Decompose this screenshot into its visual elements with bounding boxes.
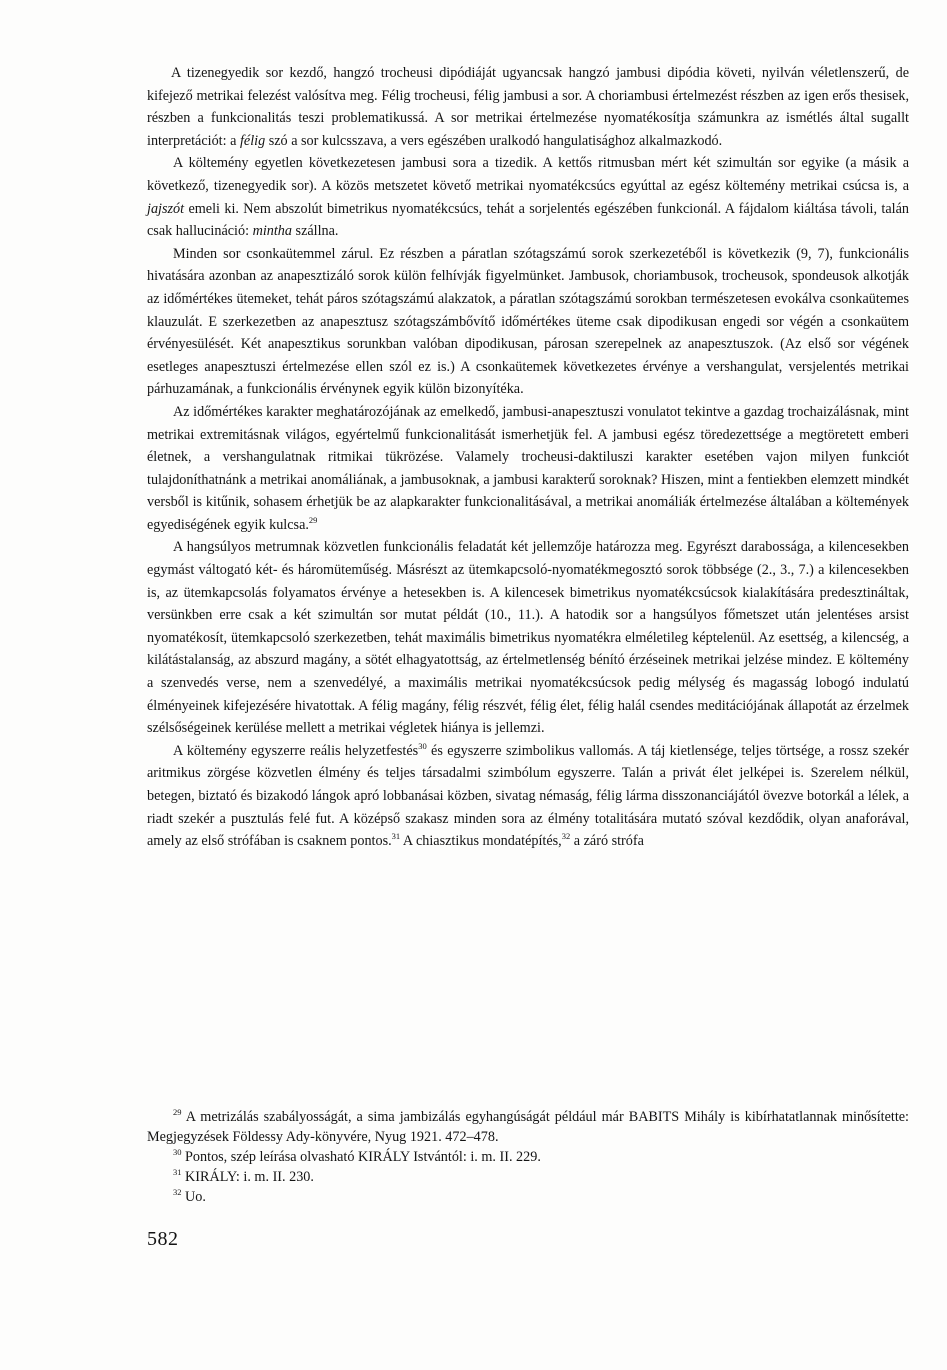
emphasized-word: mintha [252,223,292,240]
text-segment: A hangsúlyos metrumnak közvetlen funkcionális feladatát két jellemzője határozza meg. Egyrészt darabossága, a kilencesekben egymást váltogató két- és háromüteműség. Másrészt az ütemkapcsoló-nyomatékmegosztó sorok többsége (2., 3., 7.) a kilencesekben is, az ütemkapcsolás folyamatos érvénye a hetesekben is. A kilencesek bimetrikus nyomatékcsúcsok kialakítására predesztináltak, versünkben erre csak a két szimultán sor mutat példát (10., 11.). A hatodik sor a hangsúlyos főmetszet után jelentéses arsist nyomatékosít, ütemkapcsoló szerkezetben, tehát maximális bimetrikus nyomatékra elméletileg képtelenül. Az esettség, a kilencség, a kilátástalanság, az abszurd magány, a sötét elhagyatottság, az értelmetlenség bénító érzéseinek metrikai jelzése mindez. E költemény a szenvedés verse, nem a szenvedélyé, a maximális metrikai nyomatékcsúcsok pedig mélység és magasság lobogó indulatú élményeinek kifejezésére hivatottak. A félig magány, félig részvét, félig élet, félig halál csendes meditációjának állapotát az érzelmek szélsőségeinek kerülése mellett a metrikai végletek hiánya is jellemzi. [147,539,909,737]
text-segment: és egyszerre szimbolikus vallomás. A táj kietlensége, teljes törtsége, a rossz szekér aritmikus zörgése közvetlen élmény és teljes társadalmi szimbólum egyszerre. Talán a privát élet jelképei is. Szerelem nélkül, betegen, biztató és bizakodó lángok apró lobbanásai közben, sivatag némaság, félig lárma disszonanciájától övezve botorkál a lélek, a riadt szekér a pusztulás felé fut. A középső szakasz minden sora az élmény totalitására mutató szóval kezdődik, olyan anaforával, amely az első strófában is csaknem pontos. [147,742,909,850]
body-text [147,62,909,853]
paragraph [147,62,909,152]
footnote [147,1187,909,1207]
footnote [147,1167,909,1187]
text-segment: A költemény egyetlen következetesen jambusi sora a tizedik. A kettős ritmusban mért két szimultán sor egyike (a másik a következő, tizenegyedik sor). A közös metszetet követő metrikai nyomatékcsúcs egyúttal az egész költemény metrikai csúcsa is, a [147,155,909,194]
text-segment: szállna. [292,223,339,240]
footnote-text: KIRÁLY: i. m. II. 230. [185,1169,314,1185]
text-segment: emeli ki. Nem abszolút bimetrikus nyomatékcsúcs, tehát a sorjelentés egészében funkcionál. A fájdalom kiáltása távoli, talán csak hallucináció: [147,200,909,240]
footnote-text: Pontos, szép leírása olvasható KIRÁLY Istvántól: i. m. II. 229. [185,1149,541,1165]
footnote [147,1107,909,1147]
text-segment: Minden sor csonkaütemmel zárul. Ez részben a páratlan szótagszámú sorok szerkezetéből is következik (9, 7), funkcionális hivatására azonban az anapesztizáló sorok külön felhívják figyelmünket. Jambusok, choriambusok, trocheusok, spondeusok alkotják az időmértékes ütemeket, tehát páros szótagszámú alakzatok, a páratlan szótagszámú sorokban természetesen evokálva csonkaütemes klauzulát. E szerkezetben az anapesztusz szótagszámbővítő időmértékes üteme csak dipodikusan engedi sor végén a csonkaütem érvényesülését. Két anapesztikus sorunkban valóban dipodikusan, párosan szerepelnek az anapesztuszok. (Az első sor végének esetleges anapesztuszi értelmezése ellen szól ez is.) A csonkaütemek következetes érvénye a vershangulat, versjelentés metrikai párhuzamának, a funkcionális érvénynek egyik külön bizonyítéka. [147,245,909,398]
footnotes [147,1107,909,1207]
footnote-marker: 32 [561,831,571,842]
footnote-text: A metrizálás szabályosságát, a sima jambizálás egyhangúságát például már BABITS Mihály is kibírhatatlannak minősítette: Megjegyzések Földessy Ady-könyvére, Nyug 1921. 472–478. [147,1109,909,1145]
footnote-number: 32 [173,1187,182,1197]
page-number: 582 [147,1228,179,1250]
footnote-number: 31 [173,1167,182,1177]
text-segment: A költemény egyszerre reális helyzetfestés [173,742,419,759]
footnote [147,1147,909,1167]
paragraph [147,536,909,739]
emphasized-word: jajszót [147,200,185,217]
paragraph [147,401,909,537]
text-segment: Az időmértékes karakter meghatározójának az emelkedő, jambusi-anapesztuszi vonulatot tekintve a gazdag trochaizálásnak, mint metrikai extremitásnak világos, egyértelmű funkcionalitását ismerhetjük fel. A jambusi egész töredezettsége a megtöretett emberi életnek, a vershangulatnak ritmikai tükrözése. Valamely trocheusi-daktiluszi karakter esetében vajon milyen funkciót tulajdoníthatnánk a metrikai anomáliának, a jambusoknak, a jambusi karakterű soroknak? Hiszen, mint a fentiekben elemzett mindkét versből is kitűnik, sohasem érhetjük be az alapkarakter funkcionalitásával, a metrikai anomáliák értelmezése általában a költemények egyediségének egyik kulcsa. [147,403,909,533]
footnote-marker: 30 [418,740,427,751]
text-segment: A tizenegyedik sor kezdő, hangzó trocheusi dipódiáját ugyancsak hangzó jambusi dipódia követi, nyilván véletlenszerű, de kifejező metrikai felezést valósítva meg. Félig trocheusi, félig jambusi a sor. A choriambusi értelmezést részben az igen erős thesisek, részben a funkcionalitás teszi problematikussá. A sor metrikai értelmezése nyomatékosítja számunkra az ismétlés által sugallt interpretációt: a [147,65,909,149]
paragraph [147,243,909,401]
footnote-number: 29 [173,1107,182,1117]
footnote-number: 30 [173,1147,182,1157]
text-segment: A chiasztikus mondatépítés, [400,833,562,850]
paragraph [147,152,909,242]
text-segment: a záró strófa [570,833,644,850]
footnote-text: Uo. [185,1189,206,1205]
footnote-marker: 29 [308,514,318,525]
footnote-marker: 31 [391,831,401,842]
text-segment: szó a sor kulcsszava, a vers egészében uralkodó hangulatisághoz alkalmazkodó. [265,132,723,149]
emphasized-word: félig [239,132,266,149]
paragraph [147,740,909,853]
